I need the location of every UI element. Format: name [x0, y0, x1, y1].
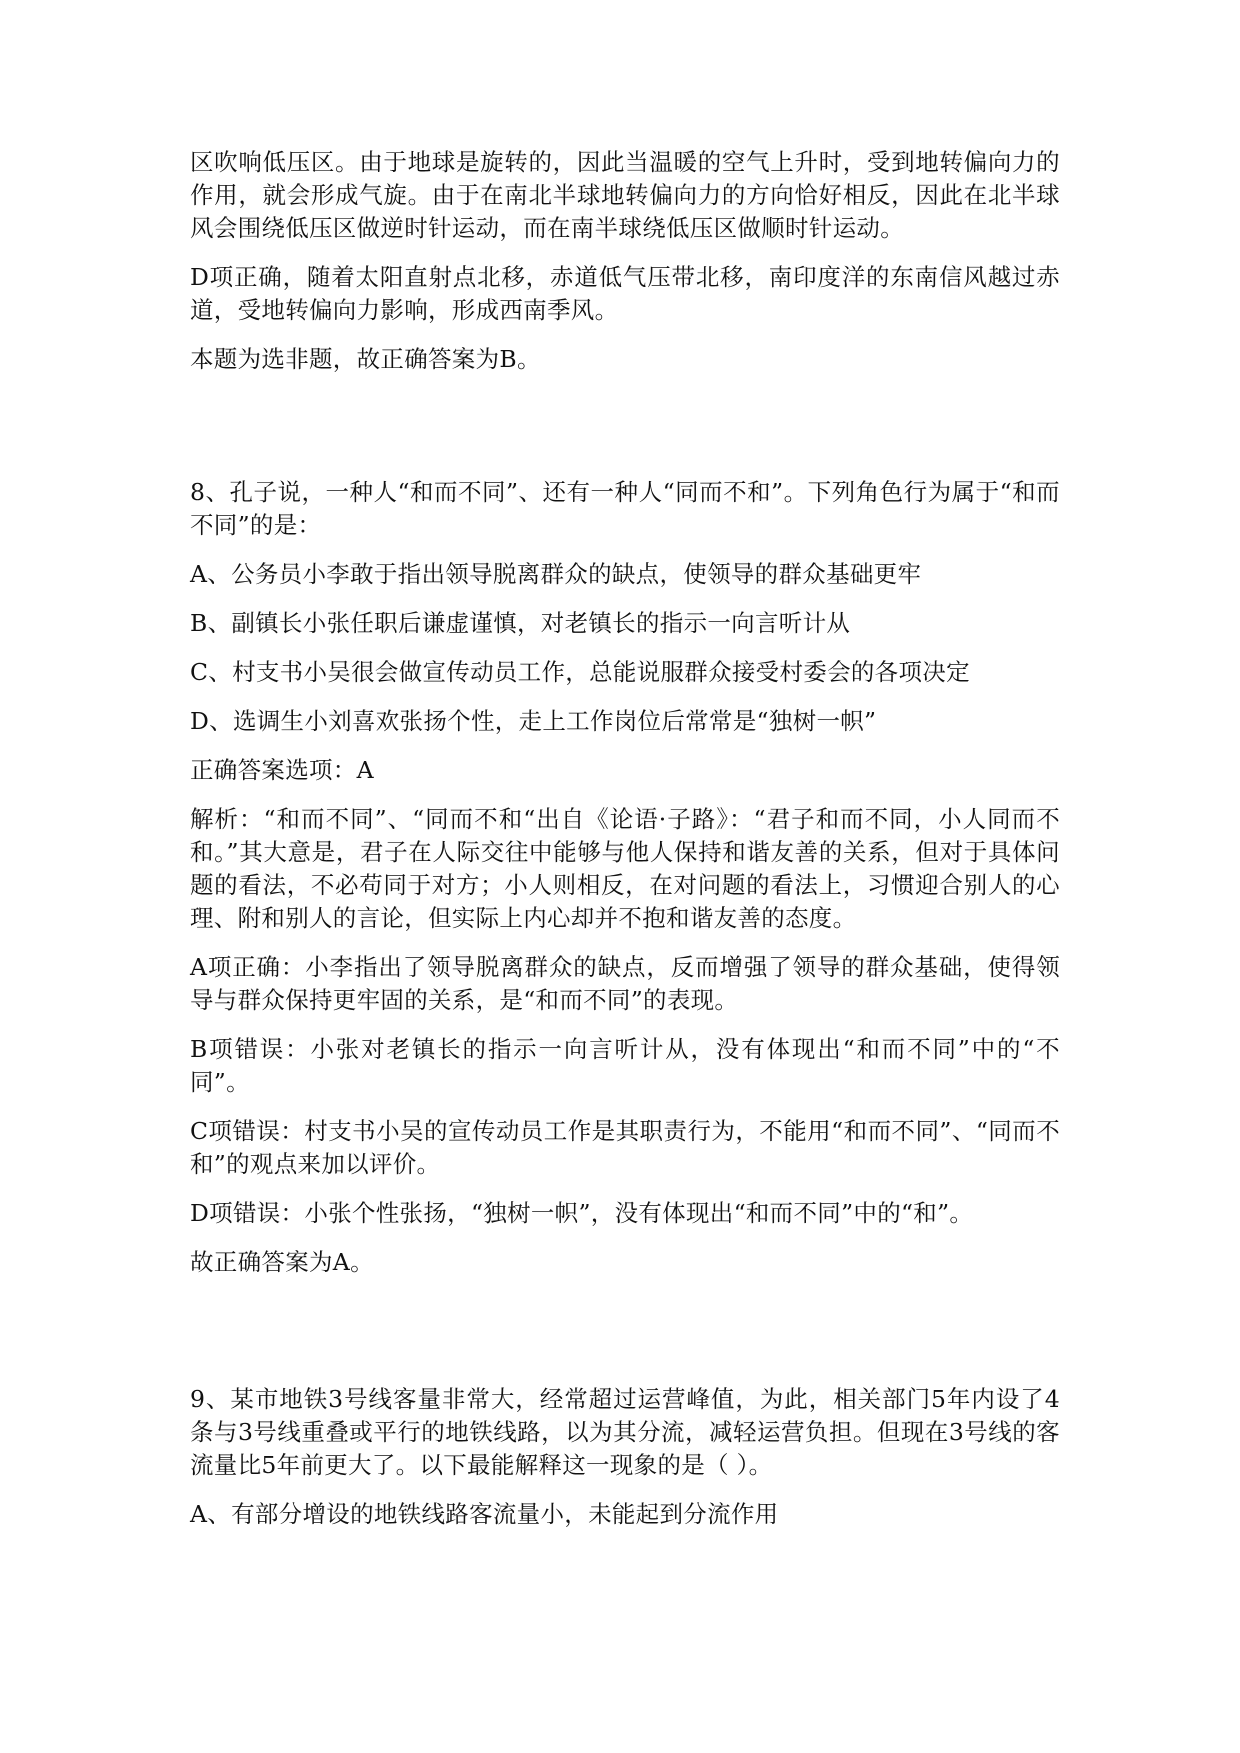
question-8-stem: 8、孔子说，一种人“和而不同”、还有一种人“同而不和”。下列角色行为属于“和而不同”的是： — [190, 478, 1060, 539]
question-8-analysis-c: C项错误：村支书小吴的宣传动员工作是其职责行为，不能用“和而不同”、“同而不和”的观点来加以评价。 — [190, 1117, 1060, 1178]
question-9-stem: 9、某市地铁3号线客量非常大，经常超过运营峰值，为此，相关部门5年内设了4条与3号线重叠或平行的地铁线路，以为其分流，减轻运营负担。但现在3号线的客流量比5年前更大了。以下最能解释这一现象的是（ ）。 — [190, 1385, 1060, 1479]
section-spacer — [190, 392, 1060, 476]
question-8-answer: 正确答案选项：A — [190, 756, 374, 784]
question-8-analysis-b: B项错误：小张对老镇长的指示一向言听计从，没有体现出“和而不同”中的“不同”。 — [190, 1035, 1060, 1096]
question-8-final-answer: 故正确答案为A。 — [190, 1248, 374, 1276]
question-8-option-a: A、公务员小李敢于指出领导脱离群众的缺点，使领导的群众基础更牢 — [190, 560, 922, 588]
question-8-option-c: C、村支书小吴很会做宣传动员工作，总能说服群众接受村委会的各项决定 — [190, 658, 970, 686]
prev-option-d-explanation: D项正确，随着太阳直射点北移，赤道低气压带北移，南印度洋的东南信风越过赤道，受地转偏向力影响，形成西南季风。 — [190, 263, 1060, 324]
question-8-option-d: D、选调生小刘喜欢张扬个性，走上工作岗位后常常是“独树一帜” — [190, 707, 877, 735]
prev-explanation-paragraph: 区吹响低压区。由于地球是旋转的，因此当温暖的空气上升时，受到地转偏向力的作用，就会形成气旋。由于在南北半球地转偏向力的方向恰好相反，因此在北半球风会围绕低压区做逆时针运动，而在南半球绕低压区做顺时针运动。 — [190, 148, 1060, 242]
question-9-option-a: A、有部分增设的地铁线路客流量小，未能起到分流作用 — [190, 1500, 779, 1528]
question-8-analysis-d: D项错误：小张个性张扬，“独树一帜”，没有体现出“和而不同”中的“和”。 — [190, 1199, 974, 1227]
question-8-analysis-a: A项正确：小李指出了领导脱离群众的缺点，反而增强了领导的群众基础，使得领导与群众保持更牢固的关系，是“和而不同”的表现。 — [190, 953, 1060, 1014]
section-spacer — [190, 1295, 1060, 1383]
prev-final-answer: 本题为选非题，故正确答案为B。 — [190, 345, 541, 373]
question-8-analysis: 解析：“和而不同”、“同而不和“出自《论语·子路》：“君子和而不同，小人同而不和。”其大意是，君子在人际交往中能够与他人保持和谐友善的关系，但对于具体问题的看法，不必苟同于对方；小人则相反，在对问题的看法上，习惯迎合别人的心理、附和别人的言论，但实际上内心却并不抱和谐友善的态度。 — [190, 805, 1060, 932]
document-content — [190, 146, 1060, 1547]
question-8-option-b: B、副镇长小张任职后谦虚谨慎，对老镇长的指示一向言听计从 — [190, 609, 851, 637]
